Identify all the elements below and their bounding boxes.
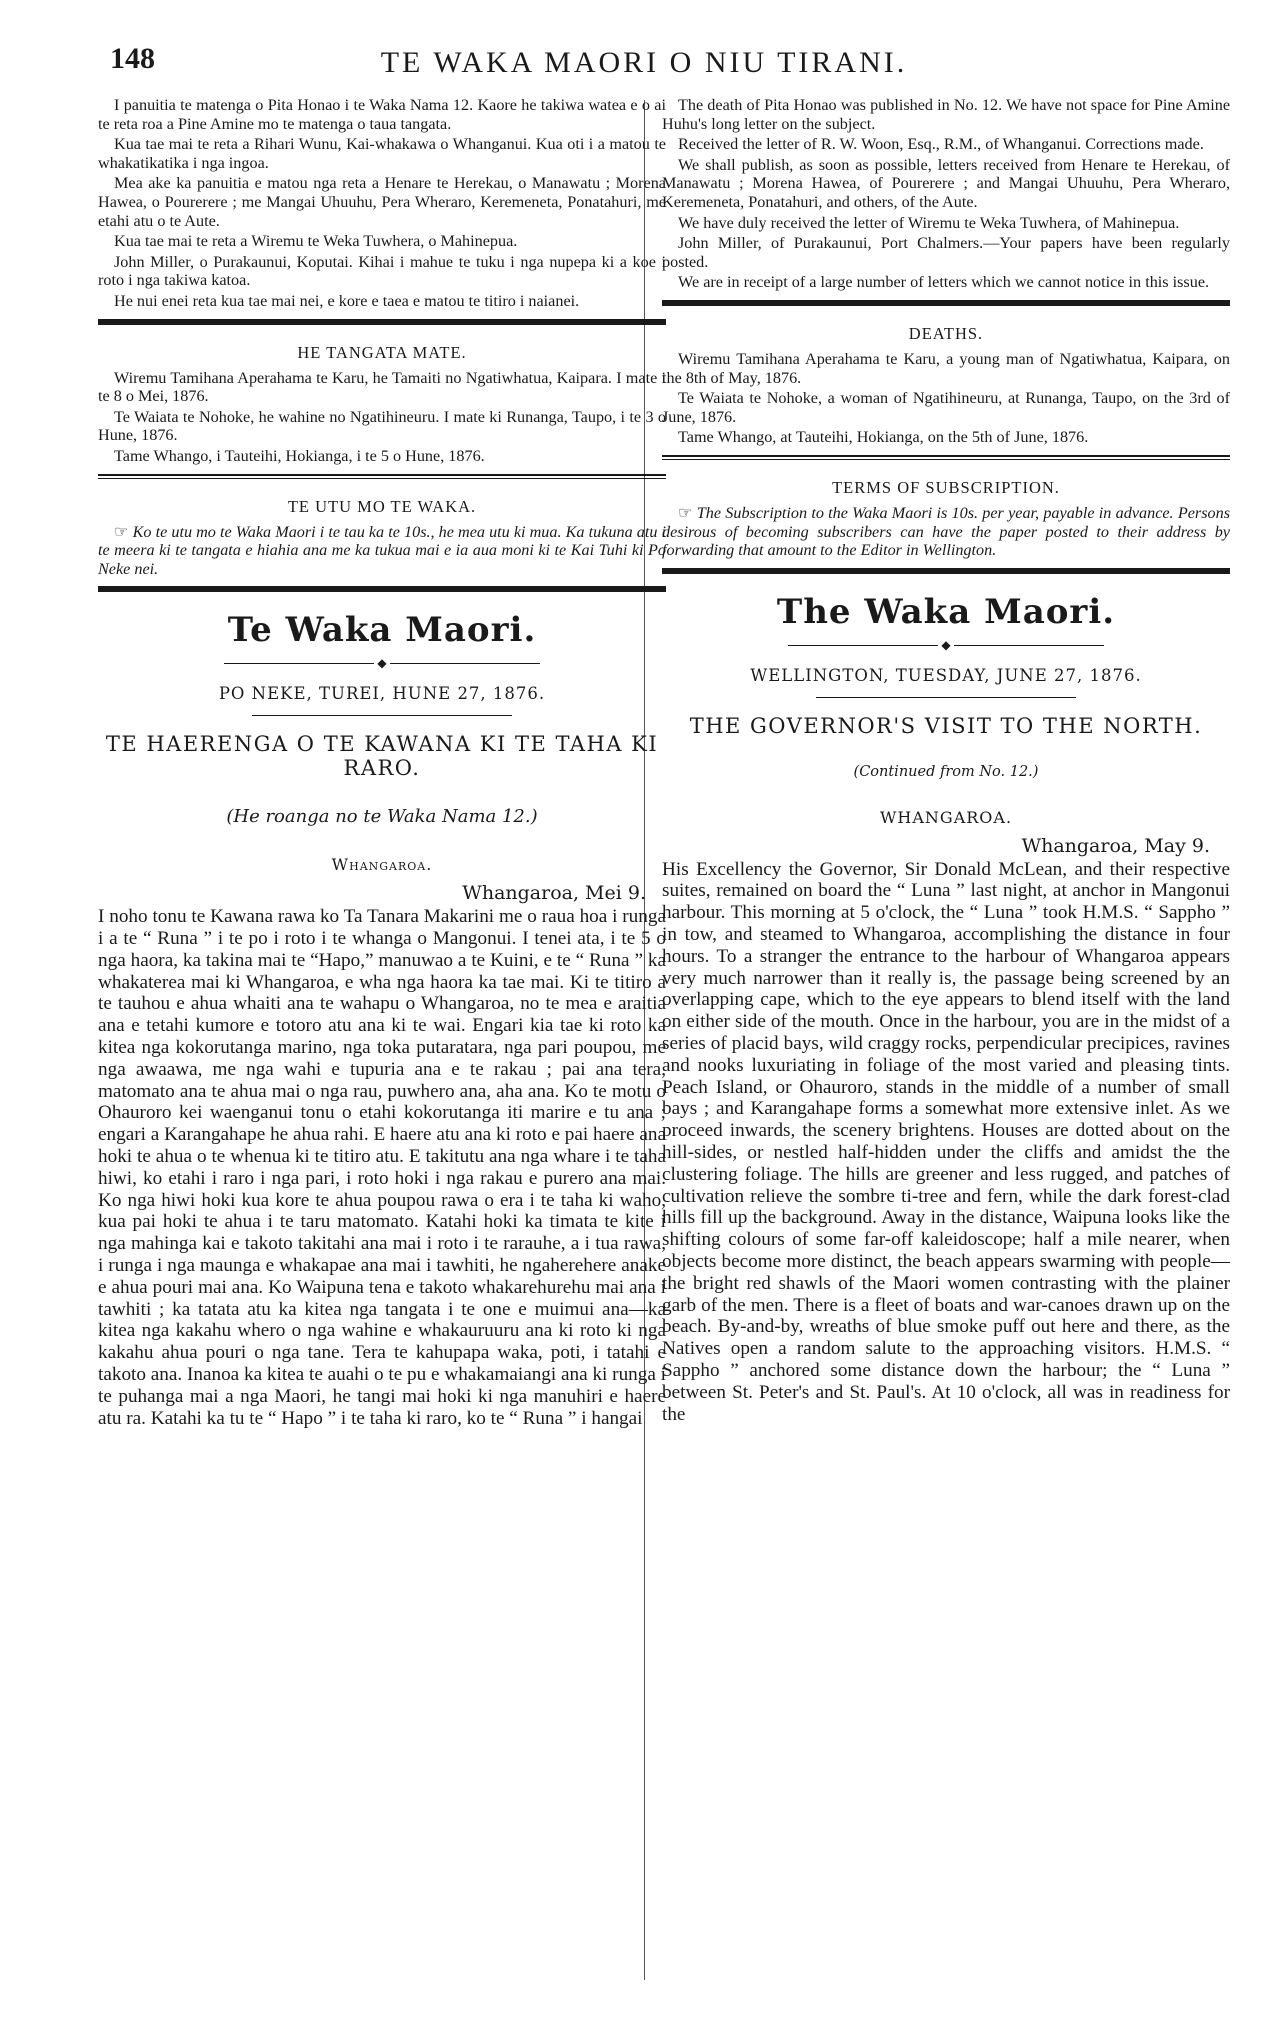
notice-paragraph: Received the letter of R. W. Woon, Esq., R.M., of Whanganui. Corrections made.: [678, 135, 1204, 154]
article-subhead: (Continued from No. 12.): [853, 763, 1039, 780]
terms-text: The Subscription to the Waka Maori is 10s. per year, payable in advance. Persons desirous of becoming subscribers can have the paper posted to their address by forwarding that amount to the Editor in Wellington.: [662, 503, 1230, 560]
thick-rule: [98, 319, 666, 325]
deaths-title: DEATHS.: [908, 323, 984, 343]
terms-paragraph: [98, 523, 666, 579]
thick-rule: [662, 568, 1230, 574]
death-notice: Wiremu Tamihana Aperahama te Karu, he Tamaiti no Ngatiwhatua, Kaipara. I mate i te 8 o Mei, 1876.: [98, 368, 666, 406]
article-headline: TE HAERENGA O TE KAWANA KI TE TAHA KI RARO.: [105, 732, 659, 781]
newspaper-page: [58, 36, 1230, 1986]
notice-paragraph: I panuitia te matenga o Pita Honao i te Waka Nama 12. Kaore he takiwa watea e o ai te reta roa a Pine Amine mo te matenga o taua tangata.: [98, 96, 666, 133]
masthead: Te Waka Maori.: [227, 610, 537, 651]
notice-paragraph: We have duly received the letter of Wiremu te Weka Tuwhera, of Mahinepua.: [678, 213, 1180, 232]
death-notice: Te Waiata te Nohoke, a woman of Ngatihineuru, at Runanga, Taupo, on the 3rd of June, 1876.: [662, 389, 1230, 426]
notice-paragraph: John Miller, of Purakaunui, Port Chalmers.—Your papers have been regularly posted.: [662, 234, 1230, 271]
dateline: PO NEKE, TUREI, HUNE 27, 1876.: [218, 684, 546, 704]
pointing-hand-icon: ☞: [114, 522, 129, 541]
death-notice: Wiremu Tamihana Aperahama te Karu, a young man of Ngatiwhatua, Kaipara, on the 8th of May, 1876.: [662, 349, 1230, 387]
notice-paragraph: John Miller, o Purakaunui, Koputai. Kihai i mahue te tuku i nga nupepa ki a koe i roto i nga takiwa katoa.: [98, 252, 666, 290]
deaths-title: HE TANGATA MATE.: [297, 342, 467, 362]
terms-paragraph: [662, 504, 1230, 560]
place-heading: WHANGAROA.: [879, 807, 1013, 827]
dateline: WELLINGTON, TUESDAY, JUNE 27, 1876.: [750, 665, 1142, 685]
terms-title: TERMS OF SUBSCRIPTION.: [832, 477, 1060, 497]
thick-rule: [662, 300, 1230, 306]
short-rule: [252, 715, 512, 716]
terms-text: Ko te utu mo te Waka Maori i te tau ka te 10s., he mea utu ki mua. Ka tukuna atu i te meera ki te tangata e hiahia ana me ka tukua mai e ia aua moni ki te Kai Tuhi ki Po Neke nei.: [98, 522, 667, 578]
death-notice: Te Waiata te Nohoke, he wahine no Ngatihineuru. I mate ki Runanga, Taupo, i te 3 o Hune, 1876.: [98, 407, 666, 445]
double-rule: [662, 455, 1230, 460]
death-notice: Tame Whango, at Tauteihi, Hokianga, on the 5th of June, 1876.: [678, 428, 1089, 447]
place-heading: Whangaroa.: [331, 855, 433, 875]
notices-section: [98, 96, 666, 311]
ornament-rule: ◆: [98, 656, 666, 670]
notices-section: [662, 96, 1230, 292]
notice-paragraph: Mea ake ka panuitia e matou nga reta a Henare te Herekau, o Manawatu ; Morena Hawea, o Pourerere ; me Mangai Uhuuhu, Pera Wheraro, Keremeneta, Ponatahuri, me etahi atu o te Aute.: [98, 174, 666, 230]
notice-paragraph: We are in receipt of a large number of letters which we cannot notice in this issue.: [678, 273, 1210, 292]
short-rule: [816, 697, 1076, 698]
notice-paragraph: Kua tae mai te reta a Wiremu te Weka Tuwhera, o Mahinepua.: [114, 232, 518, 251]
masthead: The Waka Maori.: [776, 591, 1116, 632]
notice-paragraph: Kua tae mai te reta a Rihari Wunu, Kai-whakawa o Whanganui. Kua oti i a matou te whakatikatika i nga ingoa.: [98, 135, 666, 172]
notice-paragraph: He nui enei reta kua tae mai nei, e kore e taea e matou te titiro i naianei.: [114, 291, 580, 310]
english-column: [662, 96, 1230, 1427]
notice-paragraph: The death of Pita Honao was published in No. 12. We have not space for Pine Amine Huhu's long letter on the subject.: [662, 96, 1230, 133]
article-subhead: (He roanga no te Waka Nama 12.): [226, 806, 538, 828]
notice-paragraph: We shall publish, as soon as possible, letters received from Henare te Herekau, of Manawatu ; Morena Hawea, of Pourerere ; and Mangai Uhuuhu, Pera Wheraro, Keremeneta, Ponatahuri, and others, of the Aute.: [662, 155, 1230, 211]
running-title: TE WAKA MAORI O NIU TIRANI.: [380, 46, 908, 79]
place-date: Whangaroa, May 9.: [1021, 834, 1210, 857]
terms-title: TE UTU MO TE WAKA.: [287, 496, 477, 516]
thick-rule: [98, 586, 666, 592]
page-header: [58, 36, 1230, 96]
double-rule: [98, 474, 666, 479]
death-notice: Tame Whango, i Tauteihi, Hokianga, i te 5 o Hune, 1876.: [114, 446, 485, 465]
article-headline: THE GOVERNOR'S VISIT TO THE NORTH.: [689, 713, 1203, 738]
article-body: His Excellency the Governor, Sir Donald McLean, and their respective suites, remained on board the “ Luna ” last night, at anchor in Mangonui harbour. This morning at 5 o'clock, the “ Luna ” took H.M.S. “ Sappho ” in tow, and steamed to Whangaroa, accomplishing the distance in four hours. To a stranger the entrance to the harbour of Whangaroa appears very much narrower than it really is, the passage being screened by an overlapping cape, which to the eye appears to blend itself with the land on either side of the mouth. Once in the harbour, you are in the midst of a series of placid bays, wild craggy rocks, perpendicular precipices, ravines and nooks luxuriating in foliage of the most varied and pleasing tints. Peach Island, or Ohauroro, stands in the middle of a number of small bays ; and Karangahape forms a somewhat more extensive inlet. As we proceed inwards, the scenery brightens. Houses are dotted about on the hill-sides, or nestled half-hidden under the cliffs and amidst the the clustering foliage. The hills are greener and less rugged, and patches of cultivation relieve the sombre ti-tree and fern, while the dark forest-clad hills fill up the background. Away in the distance, Waipuna looks like the shifting colours of some far-off kaleidoscope; half a mile nearer, when objects become more distinct, the beach appears swarming with people—the bright red shawls of the Maori women contrasting with the plainer garb of the men. There is a fleet of boats and war-canoes drawn up on the beach. By-and-by, wreaths of blue smoke puff out here and there, as the Natives open a random salute to the approaching visitors. H.M.S. “ Sappho ” anchored some distance down the harbour; the “ Luna ” between St. Peter's and St. Paul's. At 10 o'clock, all was in readiness for the: [662, 858, 1230, 1425]
place-date: Whangaroa, Mei 9.: [462, 882, 646, 905]
article-body: I noho tonu te Kawana rawa ko Ta Tanara Makarini me o raua hoa i runga i a te “ Runa ” i te po i roto i te whanga o Mangonui. I tenei ata, i te 5 o nga haora, ka takina mai te “Hapo,” manuwao a te Kuini, e te “ Runa ” ka whakaterea mai ki Whangaroa, e wha nga haora ka tae mai. Ki te titiro a te tauhou e ahua whaiti ana te wahapu o Whangaroa, no te mea e araitia ana e tetahi kumore e totoro atu ana ki te wai. Engari kia tae ki roto ka kitea nga kokorutanga marino, nga toka putaratara, nga pari poupou, me nga awaawa, me nga wahi e tupuria ana e te rakau ; pai ana tera, matomato ana te ahua mai o nga rau, puwhero ana, aha ana. Ko te motu o Ohauroro kei waenganui tonu o etahi kokorutanga iti marire e tu ana ; engari a Karangahape he ahua rahi. E haere atu ana ki roto e pai haere ana hoki te ahua o te whenua ki te titiro atu. E takitutu ana nga whare i te taha hiwi, ko etahi i raro i nga pari, i roto hoki i nga rakau e purero ana mai. Ko nga hiwi hoki kua kore te ahua poupou rawa o era i te taha ki waho, kua pai hoki te ahua i te taru matomato. Katahi hoki ka timata te kite i nga mahinga kai e takoto takitahi ana mai i roto i te rarauhe, a i tua rawa, i runga i nga maunga e whakapae ana mai i tawhiti, he ngaherehere anake e ahua pouri mai ana. Ko Waipuna tena e takoto whakarehurehu mai ana i tawhiti ; ka tatata atu ka kitea nga tangata i te one e muimui ana—ka kitea nga kakahu whero o nga wahine e whakauruuru ana ki roto ki nga kakahu ahua pouri o nga tane. Tera te kahupapa waka, poti, i tatahi e takoto ana. Inanoa ka kitea te auahi o te pu e whakamaiangi ana ki runga i te puhanga mai a nga Maori, he tangi mai hoki ki nga manuhiri e haere atu ra. Katahi ka tu te “ Hapo ” i te taha ki raro, ko te “ Runa ” i hangai: [98, 906, 666, 1429]
page-number: 148: [110, 42, 155, 75]
pointing-hand-icon: ☞: [678, 503, 693, 522]
maori-column: [98, 96, 666, 1431]
ornament-rule: ◆: [662, 638, 1230, 652]
